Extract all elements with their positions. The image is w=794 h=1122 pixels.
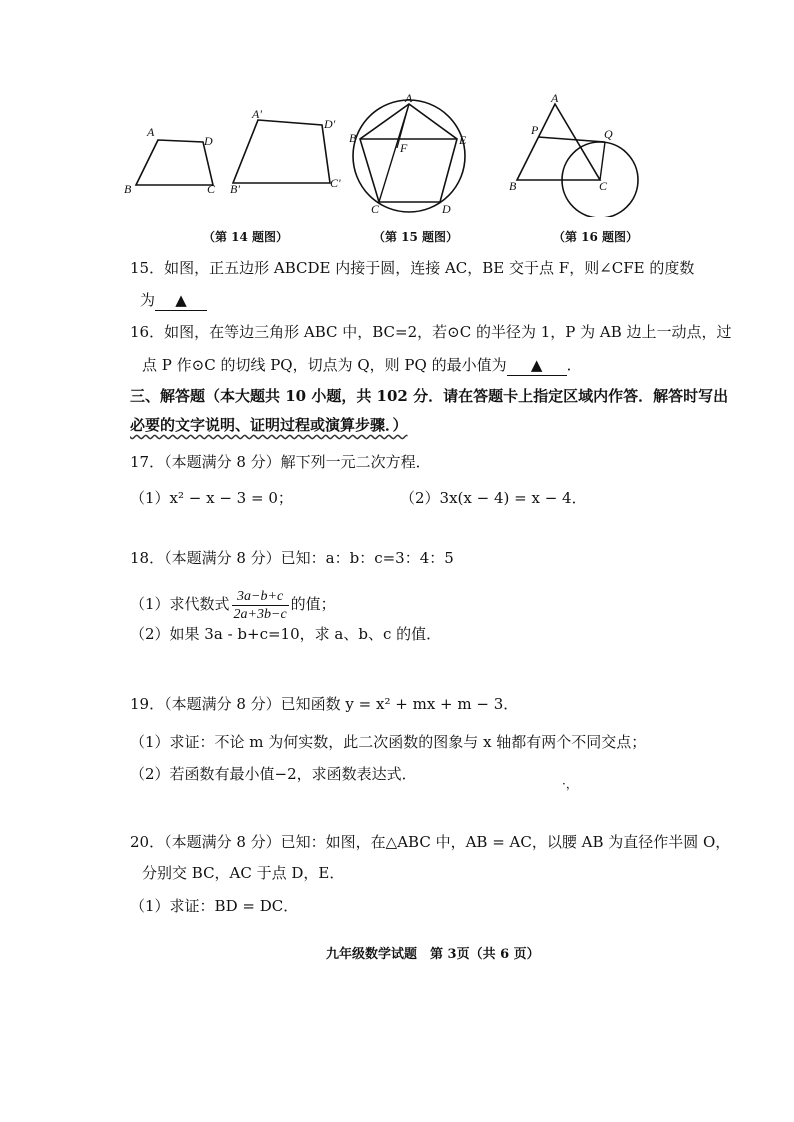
q15-marker: ▲	[175, 291, 187, 309]
label-E: E	[459, 133, 467, 147]
q18-denominator: 2a+3b−c	[233, 606, 287, 622]
label-D: D	[442, 202, 451, 216]
section3-line2: 必要的文字说明、证明过程或演算步骤．）	[130, 416, 408, 434]
q18-title: 18．（本题满分 8 分）已知：a：b：c=3：4：5	[130, 549, 454, 567]
q19-part2: （2）若函数有最小值−2，求函数表达式．	[130, 765, 417, 783]
q16-end: ．	[566, 356, 582, 374]
q19-stray-mark: ·，	[562, 777, 578, 791]
q15-answer-line	[140, 290, 207, 311]
q16-line2	[142, 355, 582, 376]
q16-line2-text: 点 P 作⊙C 的切线 PQ，切点为 Q，则 PQ 的最小值为	[142, 356, 507, 374]
label-C: C	[599, 179, 608, 193]
q19-part1: （1）求证：不论 m 为何实数，此二次函数的图象与 x 轴都有两个不同交点；	[130, 733, 647, 751]
q18-part2: （2）如果 3a - b+c=10，求 a、b、c 的值．	[130, 625, 442, 643]
q18-part1-suffix: 的值；	[290, 595, 336, 613]
q20-line1: 20．（本题满分 8 分）已知：如图，在△ABC 中，AB = AC，以腰 AB 为直径作半圆 O，	[130, 833, 731, 851]
q18-part1-prefix: （1）求代数式	[130, 595, 230, 613]
figure-16-caption: （第 16 题图）	[553, 230, 639, 244]
q16-marker: ▲	[530, 356, 543, 374]
label-B: B	[509, 179, 517, 193]
label-A: A	[147, 125, 155, 139]
label-D: D	[204, 134, 213, 148]
q15-answer-prefix: 为	[140, 291, 156, 309]
label-C: C	[371, 202, 380, 216]
q20-part1: （1）求证：BD = DC．	[130, 897, 299, 915]
label-C: C	[207, 182, 216, 195]
q18-part1	[130, 584, 336, 624]
q15-answer-blank	[155, 290, 207, 311]
label-A: A	[405, 92, 413, 105]
figure-14-caption: （第 14 题图）	[203, 230, 289, 244]
label-F: F	[400, 141, 408, 155]
q18-numerator: 3a−b+c	[232, 588, 289, 606]
label-P: P	[531, 123, 539, 137]
label-D-prime: D'	[324, 117, 336, 131]
q20-line2: 分别交 BC，AC 于点 D，E．	[142, 864, 345, 882]
q18-fraction	[232, 588, 289, 623]
label-Q: Q	[604, 127, 613, 141]
label-A-prime: A'	[252, 107, 262, 121]
q16-answer-blank	[507, 355, 567, 376]
question-area	[130, 0, 732, 1122]
q15-text: 15．如图，正五边形 ABCDE 内接于圆，连接 AC，BE 交于点 F，则∠CFE 的度数	[130, 259, 695, 277]
label-B: B	[124, 182, 132, 195]
page-footer: 九年级数学试题 第 3页（共 6 页）	[326, 947, 540, 962]
label-A: A	[551, 92, 559, 105]
q17-title: 17．（本题满分 8 分）解下列一元二次方程．	[130, 453, 431, 471]
q19-title: 19．（本题满分 8 分）已知函数 y = x² + mx + m − 3．	[130, 695, 519, 713]
q16-line1: 16．如图，在等边三角形 ABC 中，BC=2，若⊙C 的半径为 1，P 为 AB 边上一动点，过	[130, 323, 732, 341]
q17-part1: （1）x² − x − 3 = 0；	[130, 489, 293, 507]
figure-15-caption: （第 15 题图）	[373, 230, 459, 244]
label-B-prime: B'	[230, 182, 240, 195]
label-B: B	[349, 131, 357, 145]
label-C-prime: C'	[330, 176, 341, 190]
section3-line1: 三、解答题（本大题共 10 小题，共 102 分．请在答题卡上指定区域内作答．解答时写出	[130, 387, 729, 405]
q17-part2: （2）3x(x − 4) = x − 4．	[400, 489, 587, 507]
